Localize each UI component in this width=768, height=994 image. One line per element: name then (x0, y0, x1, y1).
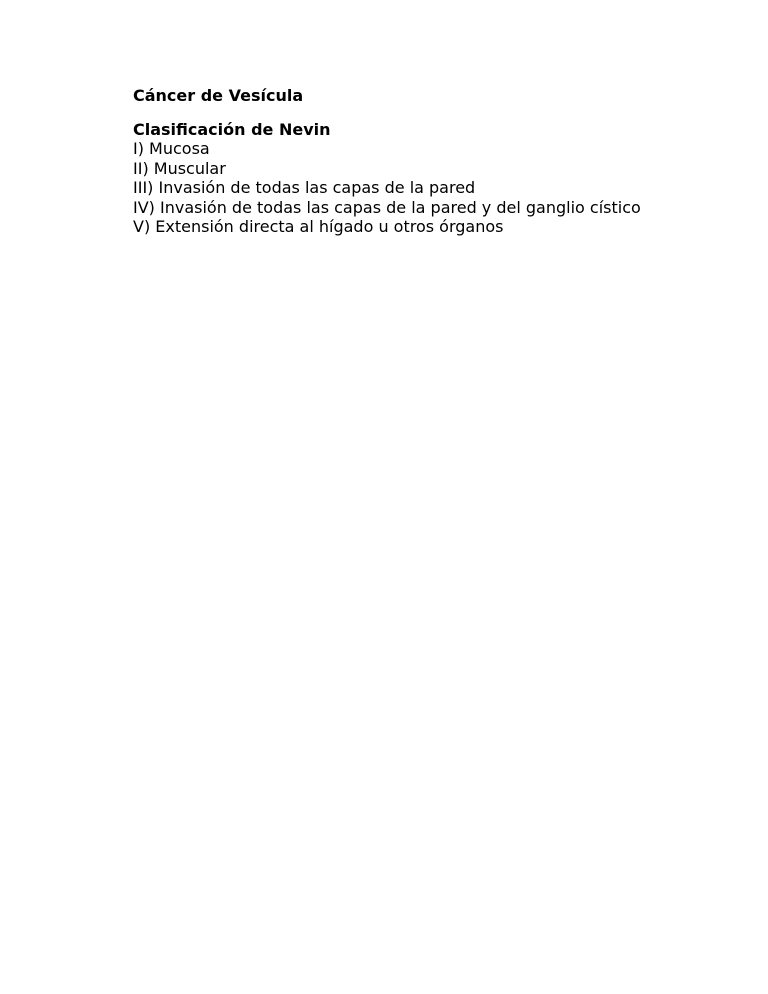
section-heading: Clasificación de Nevin (133, 120, 331, 139)
classification-item-i: I) Mucosa (133, 139, 210, 158)
classification-item-iii: III) Invasión de todas las capas de la pared (133, 178, 476, 197)
classification-item-iv: IV) Invasión de todas las capas de la pared y del ganglio cístico (133, 197, 641, 217)
classification-item-ii: II) Muscular (133, 158, 226, 178)
document-title: Cáncer de Vesícula (133, 86, 304, 105)
classification-list (133, 139, 733, 237)
classification-item-v: V) Extensión directa al hígado u otros órganos (133, 217, 504, 236)
document-body (133, 86, 733, 237)
